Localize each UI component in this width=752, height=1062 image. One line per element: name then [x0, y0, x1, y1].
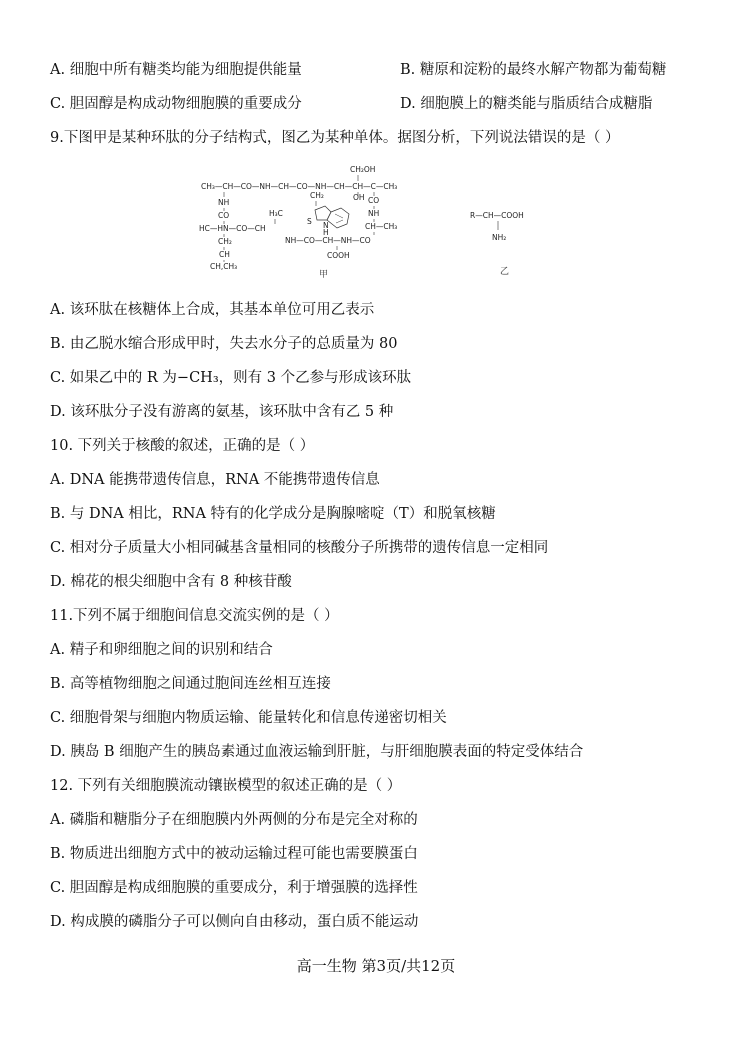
monomer-structure-figure: [460, 200, 570, 280]
hc-row: HC—HN—CO—CH: [199, 224, 266, 233]
q9-option-a: A. 该环肽在核糖体上合成，其基本单位可用乙表示: [50, 302, 375, 318]
ch2-label-2: CH₂: [218, 237, 232, 246]
chch3-label: CH,CH₃: [210, 262, 238, 271]
indole-ring-icon: [315, 206, 349, 228]
n-label: N: [323, 221, 329, 230]
q11-option-d: D. 胰岛 B 细胞产生的胰岛素通过血液运输到肝脏，与肝细胞膜表面的特定受体结合: [50, 744, 584, 760]
q10-option-c: C. 相对分子质量大小相同碱基含量相同的核酸分子所携带的遗传信息一定相同: [50, 540, 549, 556]
nh-row: NH—CO—CH—NH—CO: [285, 236, 371, 245]
q12-option-b: B. 物质进出细胞方式中的被动运输过程可能也需要膜蛋白: [50, 846, 418, 862]
q8-option-c: C. 胆固醇是构成动物细胞膜的重要成分: [50, 96, 302, 112]
figure-jia-caption: 甲: [319, 270, 329, 280]
q9-option-c: C. 如果乙中的 R 为−CH₃，则有 3 个乙参与形成该环肽: [50, 370, 412, 386]
q10-option-a: A. DNA 能携带遗传信息，RNA 不能携带遗传信息: [50, 472, 380, 488]
cooh-label: COOH: [327, 251, 350, 260]
q8-option-b: B. 糖原和淀粉的最终水解产物都为葡萄糖: [400, 62, 667, 78]
h3c-label: H₃C: [269, 209, 283, 218]
ch-label: CH: [219, 250, 230, 259]
oh-label: OH: [353, 193, 365, 202]
q10-option-b: B. 与 DNA 相比，RNA 特有的化学成分是胸腺嘧啶（T）和脱氧核糖: [50, 506, 496, 522]
q12-option-c: C. 胆固醇是构成细胞膜的重要成分，利于增强膜的选择性: [50, 880, 418, 896]
q10-stem: 10. 下列关于核酸的叙述，正确的是（ ）: [50, 438, 315, 454]
q12-stem: 12. 下列有关细胞膜流动镶嵌模型的叙述正确的是（ ）: [50, 778, 402, 794]
nh-label-2: NH: [368, 209, 380, 218]
ch-ch3-label: CH—CH₃: [365, 222, 398, 231]
peptide-top-row: CH₃—CH—CO—NH—CH—CO—NH—CH—CH—C—CH₃: [201, 182, 398, 191]
q11-option-a: A. 精子和卵细胞之间的识别和结合: [50, 642, 273, 658]
q9-stem: 9.下图甲是某种环肽的分子结构式，图乙为某种单体。据图分析，下列说法错误的是（ ）: [50, 130, 620, 146]
q11-option-c: C. 细胞骨架与细胞内物质运输、能量转化和信息传递密切相关: [50, 710, 447, 726]
co-label-1: CO: [218, 211, 230, 220]
q9-option-d: D. 该环肽分子没有游离的氨基，该环肽中含有乙 5 种: [50, 404, 394, 420]
monomer-main-row: R—CH—COOH: [470, 211, 524, 220]
figure-yi-caption: 乙: [500, 267, 510, 277]
ch2oh-label: CH₂OH: [350, 165, 376, 174]
q12-option-d: D. 构成膜的磷脂分子可以侧向自由移动，蛋白质不能运动: [50, 914, 419, 930]
monomer-nh2: NH₂: [492, 233, 507, 242]
q11-option-b: B. 高等植物细胞之间通过胞间连丝相互连接: [50, 676, 331, 692]
s-label: S: [307, 217, 312, 226]
page-footer: 高一生物 第3页/共12页: [296, 957, 456, 975]
co-label-2: CO: [368, 196, 380, 205]
q8-option-a: A. 细胞中所有糖类均能为细胞提供能量: [50, 62, 302, 78]
h-label: H: [323, 228, 329, 237]
ch2-label-1: CH₂: [310, 191, 324, 200]
q9-option-b: B. 由乙脱水缩合形成甲时，失去水分子的总质量为 80: [50, 336, 398, 352]
q8-option-d: D. 细胞膜上的糖类能与脂质结合成糖脂: [400, 96, 653, 112]
q12-option-a: A. 磷脂和糖脂分子在细胞膜内外两侧的分布是完全对称的: [50, 812, 418, 828]
q10-option-d: D. 棉花的根尖细胞中含有 8 种核苷酸: [50, 574, 292, 590]
nh-label-1: NH: [218, 198, 230, 207]
q11-stem: 11.下列不属于细胞间信息交流实例的是（ ）: [50, 608, 339, 624]
